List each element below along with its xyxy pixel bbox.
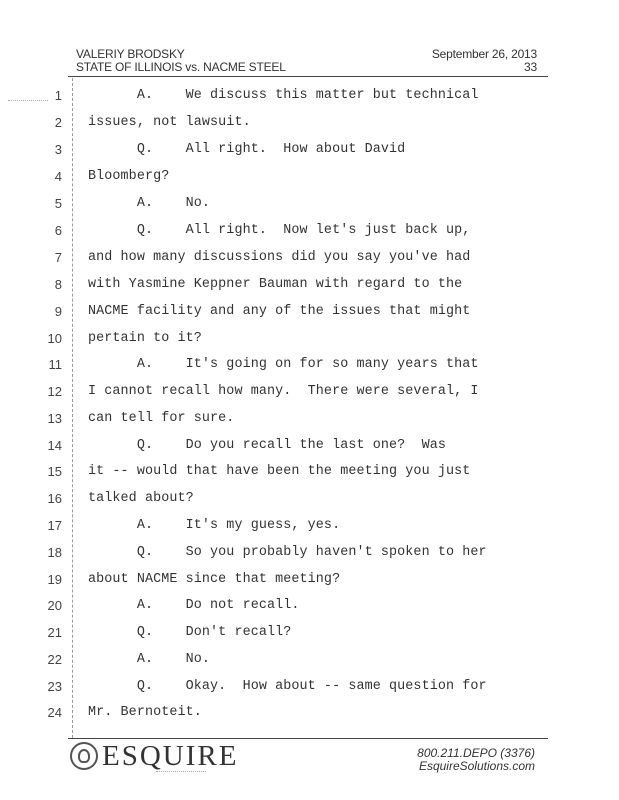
line-number: 12 [47, 384, 62, 399]
line-number: 2 [54, 115, 62, 130]
line-number: 15 [47, 464, 62, 479]
transcript-line [0, 194, 619, 214]
line-text: Q. Okay. How about -- same question for [88, 679, 487, 694]
line-text: pertain to it? [88, 331, 202, 346]
deponent-name: VALERIY BRODSKY [76, 47, 185, 61]
transcript-line [0, 86, 619, 106]
footer-rule [68, 738, 548, 739]
line-number: 18 [47, 545, 62, 560]
line-text: I cannot recall how many. There were several, I [88, 384, 479, 399]
line-text: A. It's going on for so many years that [88, 357, 479, 372]
line-number: 11 [48, 357, 62, 372]
line-text: Q. So you probably haven't spoken to her [88, 545, 487, 560]
line-text: Q. Do you recall the last one? Was [88, 438, 446, 453]
transcript-line [0, 167, 619, 187]
line-text: it -- would that have been the meeting you just [88, 464, 471, 479]
transcript-line [0, 462, 619, 482]
deposition-date: September 26, 2013 [431, 47, 537, 61]
footer-phone: 800.211.DEPO (3376) [417, 746, 535, 760]
transcript-line [0, 596, 619, 616]
case-title: STATE OF ILLINOIS vs. NACME STEEL [76, 60, 286, 74]
logo-wordmark: ESQUIRE [102, 740, 239, 772]
line-text: A. We discuss this matter but technical [88, 88, 479, 103]
line-number: 10 [47, 331, 62, 346]
line-text: Mr. Bernoteit. [88, 705, 202, 720]
transcript-line [0, 248, 619, 268]
transcript-line [0, 436, 619, 456]
line-number: 20 [47, 598, 62, 613]
line-number: 4 [54, 169, 62, 184]
transcript-line [0, 703, 619, 723]
transcript-line [0, 140, 619, 160]
line-number: 16 [47, 491, 62, 506]
transcript-line [0, 329, 619, 349]
transcript-line [0, 221, 619, 241]
line-text: Q. Don't recall? [88, 625, 292, 640]
line-number: 24 [47, 705, 62, 720]
line-text: NACME facility and any of the issues that might [88, 304, 471, 319]
transcript-line [0, 489, 619, 509]
line-number: 14 [47, 438, 62, 453]
transcript-line [0, 275, 619, 295]
transcript-line [0, 113, 619, 133]
transcript-line [0, 623, 619, 643]
line-number: 8 [54, 277, 62, 292]
transcript-line [0, 677, 619, 697]
line-text: A. Do not recall. [88, 598, 300, 613]
line-text: issues, not lawsuit. [88, 115, 251, 130]
logo-subline [156, 771, 206, 772]
line-text: Q. All right. Now let's just back up, [88, 223, 471, 238]
transcript-line [0, 516, 619, 536]
line-text: talked about? [88, 491, 194, 506]
line-text: A. No. [88, 652, 211, 667]
line-number: 9 [54, 304, 62, 319]
line-text: A. It's my guess, yes. [88, 518, 341, 533]
line-number: 13 [47, 411, 62, 426]
line-text: about NACME since that meeting? [88, 572, 341, 587]
line-text: Bloomberg? [88, 169, 170, 184]
transcript-line [0, 543, 619, 563]
line-number: 1 [54, 88, 62, 103]
line-text: and how many discussions did you say you've had [88, 250, 471, 265]
transcript-line [0, 355, 619, 375]
footer-website: EsquireSolutions.com [418, 759, 535, 773]
line-text: can tell for sure. [88, 411, 235, 426]
esquire-emblem-icon [70, 742, 98, 770]
esquire-logo [70, 740, 240, 776]
line-number: 3 [54, 142, 62, 157]
line-text: A. No. [88, 196, 211, 211]
transcript-line [0, 302, 619, 322]
line-number: 23 [47, 679, 62, 694]
line-number: 6 [54, 223, 62, 238]
line-number: 19 [47, 572, 62, 587]
transcript-line [0, 650, 619, 670]
line-number: 22 [47, 652, 62, 667]
line-text: Q. All right. How about David [88, 142, 406, 157]
line-text: with Yasmine Keppner Bauman with regard to the [88, 277, 463, 292]
transcript-line [0, 409, 619, 429]
line-number: 21 [47, 625, 62, 640]
transcript-line [0, 382, 619, 402]
line-number: 5 [54, 196, 62, 211]
page-number: 33 [524, 60, 537, 74]
line-number: 17 [47, 518, 62, 533]
transcript-line [0, 570, 619, 590]
line-number: 7 [54, 250, 62, 265]
